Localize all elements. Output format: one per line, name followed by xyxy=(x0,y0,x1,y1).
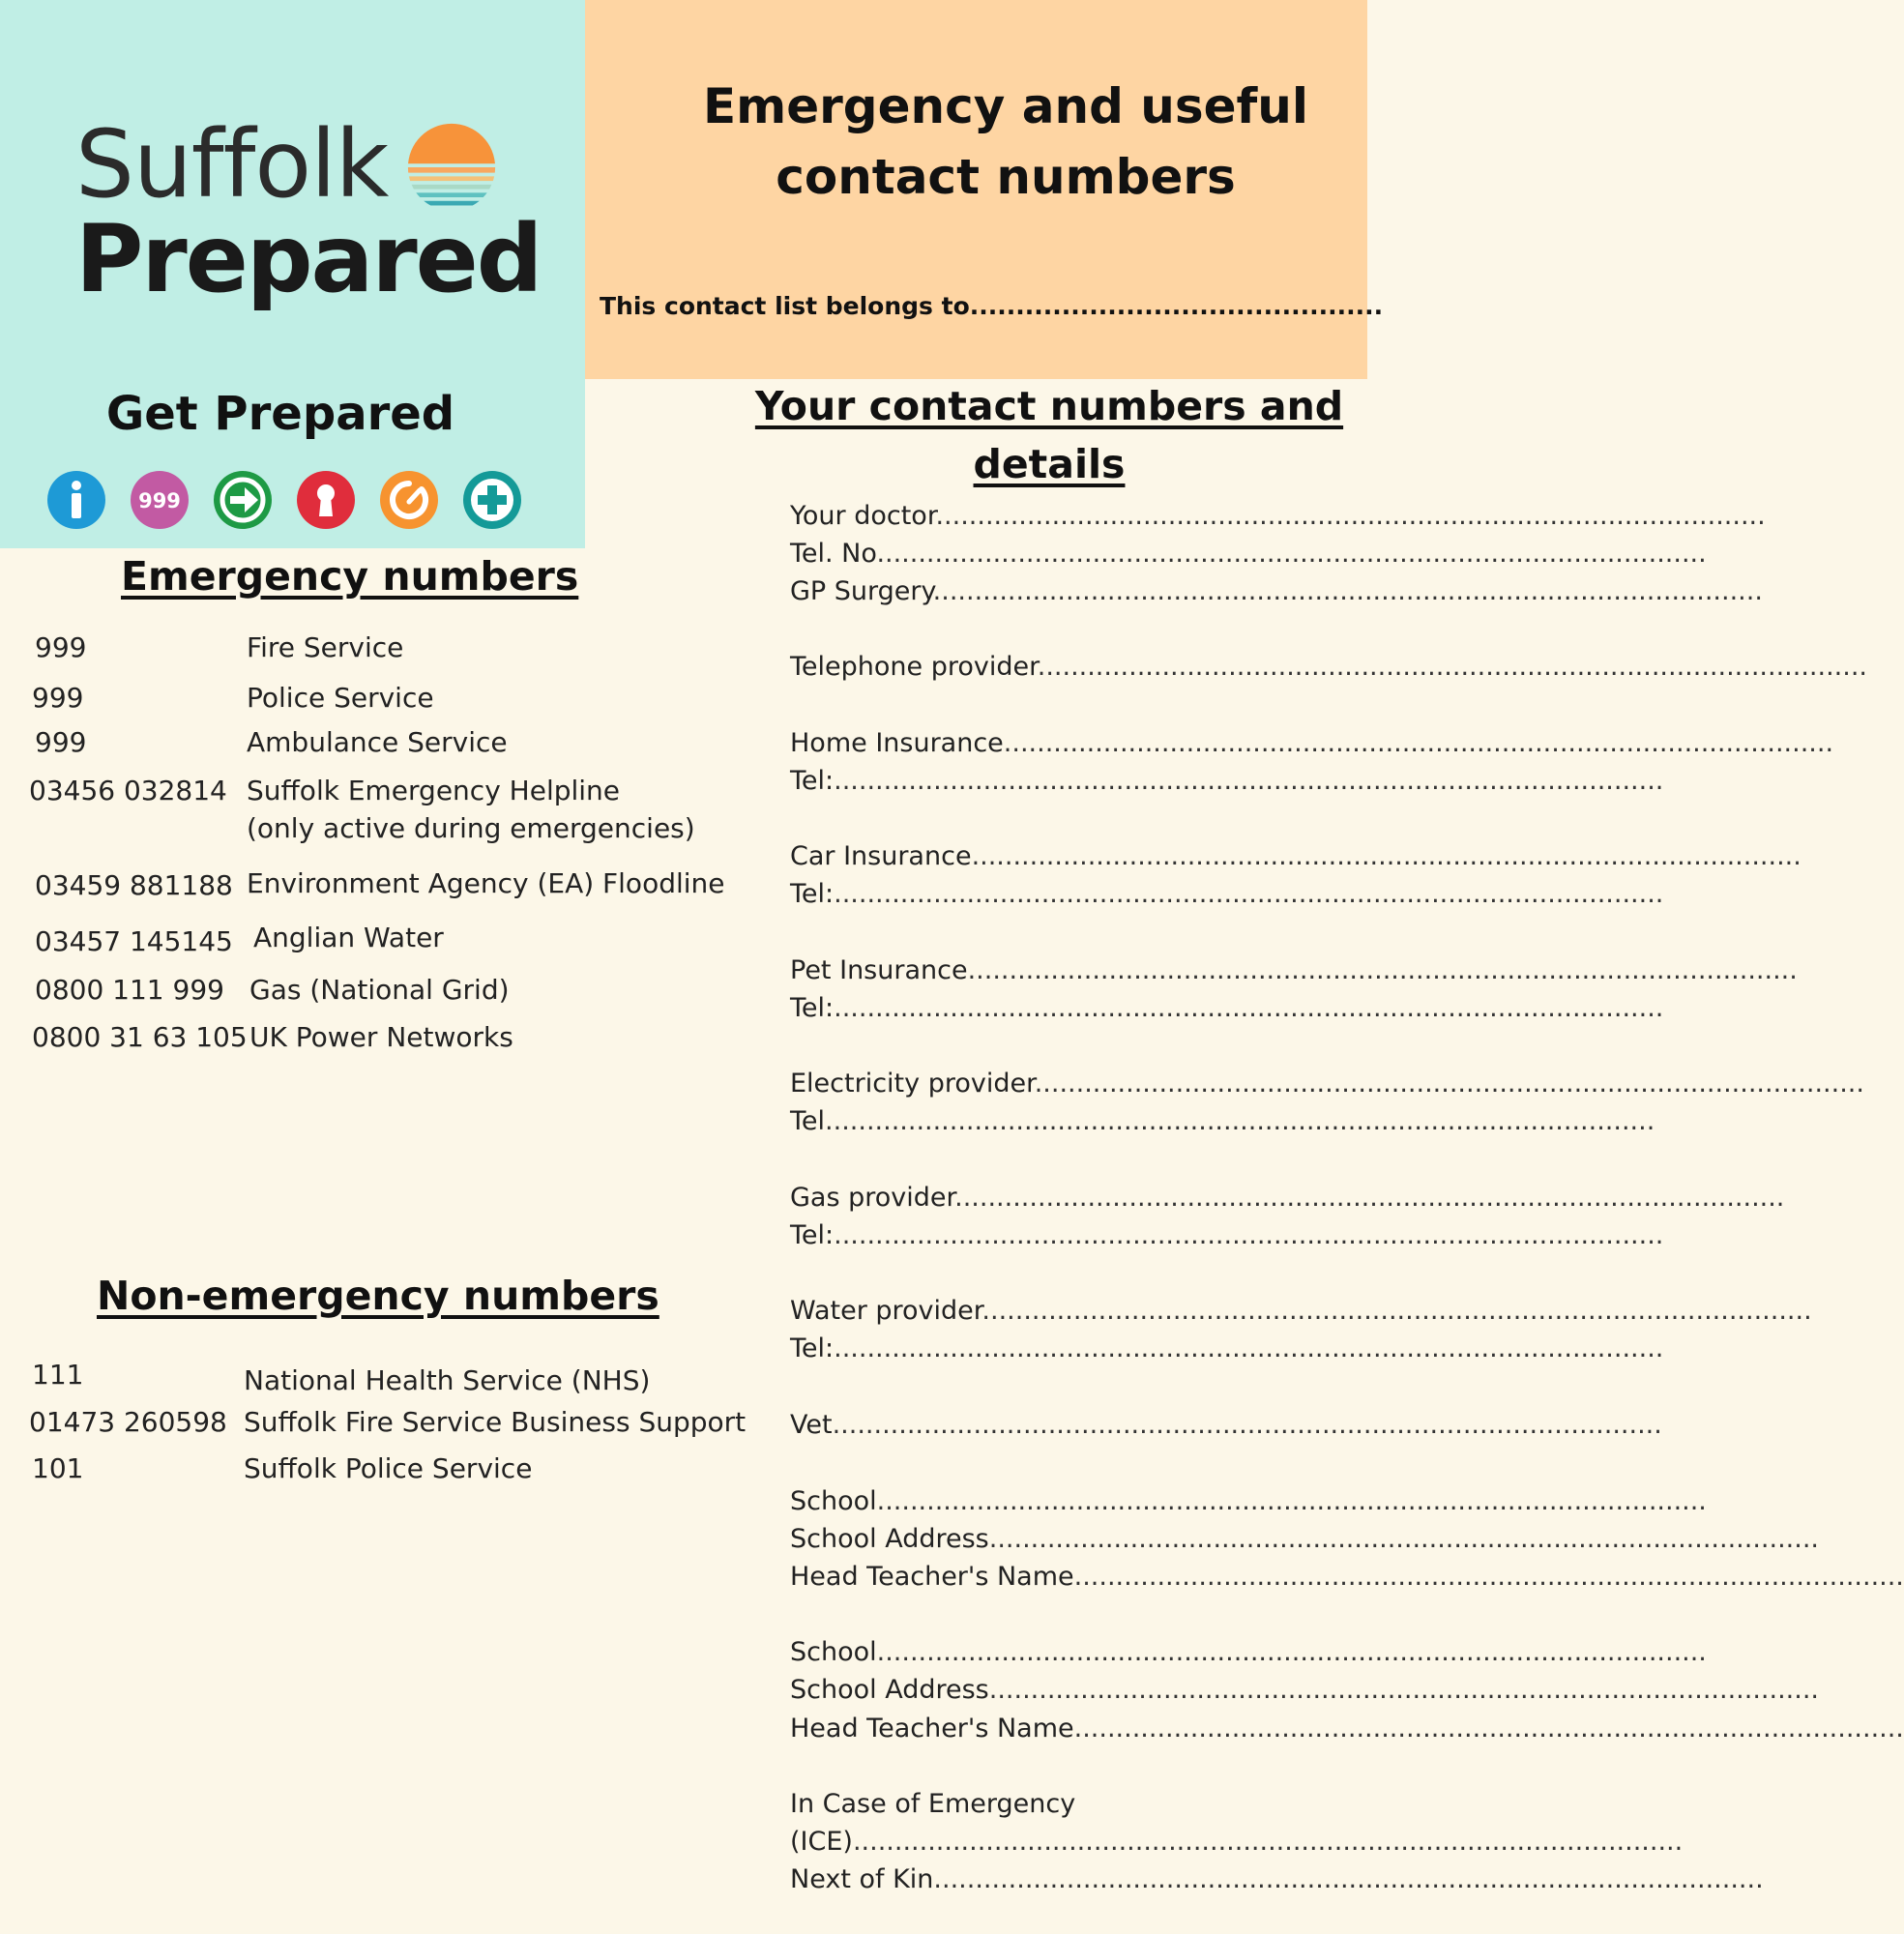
form-field-label: School Address xyxy=(790,1675,989,1705)
form-field-label: Head Teacher's Name xyxy=(790,1714,1074,1744)
form-field-vet[interactable]: Vet.................................................................................................... xyxy=(790,1410,1662,1440)
arrow-right-icon[interactable] xyxy=(213,470,273,530)
form-field-pet-insurance[interactable]: Pet Insurance.................................................................................................... xyxy=(790,955,1798,985)
owner-line: This contact list belongs to............................................. xyxy=(600,292,1384,320)
non-emergency-service: Suffolk Police Service xyxy=(244,1452,533,1484)
emergency-service: Fire Service xyxy=(247,631,404,663)
non-emergency-number: 101 xyxy=(32,1452,84,1484)
form-field-label: Home Insurance xyxy=(790,728,1004,758)
form-field-label: Next of Kin xyxy=(790,1864,934,1894)
non-emergency-service: National Health Service (NHS) xyxy=(244,1364,651,1396)
form-field-label: Tel: xyxy=(790,766,835,796)
form-field-label: Telephone provider xyxy=(790,652,1038,682)
form-field-label: Water provider xyxy=(790,1296,982,1326)
form-field-school-1[interactable]: School.................................................................................................... xyxy=(790,1486,1707,1516)
form-field-ice-label xyxy=(790,1787,1341,1822)
form-field-school-2-address[interactable]: School Address.................................................................................................... xyxy=(790,1675,1820,1705)
logo-text-suffolk: Suffolk xyxy=(75,110,389,219)
999-icon-label: 999 xyxy=(138,489,181,513)
form-field-gas-tel[interactable]: Tel:.................................................................................................... xyxy=(790,1220,1664,1250)
logo-text-prepared: Prepared xyxy=(75,205,542,313)
non-emergency-service: Suffolk Fire Service Business Support xyxy=(244,1406,747,1438)
emergency-number: 03459 881188 xyxy=(35,869,233,901)
contacts-heading: Your contact numbers and details xyxy=(754,383,1344,487)
info-icon[interactable] xyxy=(46,470,106,530)
form-field-label: Tel: xyxy=(790,993,835,1023)
emergency-heading: Emergency numbers xyxy=(121,553,579,600)
emergency-number: 03457 145145 xyxy=(35,925,233,957)
form-field-label: School Address xyxy=(790,1524,989,1554)
form-field-label: Tel: xyxy=(790,1333,835,1363)
form-field-label: Tel: xyxy=(790,879,835,909)
emergency-service: Gas (National Grid) xyxy=(249,974,510,1006)
emergency-service: Police Service xyxy=(247,682,434,714)
gauge-icon[interactable] xyxy=(379,470,439,530)
form-field-pet-insurance-tel[interactable]: Tel:.................................................................................................... xyxy=(790,993,1664,1023)
form-field-label: Vet xyxy=(790,1410,833,1440)
form-field-water-tel[interactable]: Tel:.................................................................................................... xyxy=(790,1333,1664,1363)
non-emergency-heading: Non-emergency numbers xyxy=(97,1273,659,1319)
form-field-gp-surgery[interactable]: GP Surgery.................................................................................................... xyxy=(790,576,1763,606)
form-field-doctor[interactable]: Your doctor.................................................................................................... xyxy=(790,501,1766,531)
form-field-label: Tel xyxy=(790,1106,826,1136)
form-field-label: Electricity provider xyxy=(790,1069,1035,1099)
keyhole-icon[interactable] xyxy=(296,470,356,530)
form-field-label: School xyxy=(790,1637,877,1667)
form-field-home-insurance[interactable]: Home Insurance.................................................................................................... xyxy=(790,728,1834,758)
form-field-school-2-head[interactable]: Head Teacher's Name.................................................................................................... xyxy=(790,1714,1904,1744)
emergency-number: 999 xyxy=(35,631,87,663)
form-field-electricity-provider[interactable]: Electricity provider.................................................................................................... xyxy=(790,1069,1864,1099)
non-emergency-number: 01473 260598 xyxy=(29,1406,227,1438)
form-field-label: Gas provider xyxy=(790,1183,955,1213)
form-field-label: GP Surgery xyxy=(790,576,933,606)
form-field-label: In Case of Emergency xyxy=(790,1789,1076,1819)
emergency-service-note: (only active during emergencies) xyxy=(247,812,695,844)
non-emergency-number: 111 xyxy=(32,1359,84,1391)
form-field-doctor-tel[interactable]: Tel. No.................................................................................................... xyxy=(790,539,1707,569)
form-field-car-insurance-tel[interactable]: Tel:.................................................................................................... xyxy=(790,879,1664,909)
emergency-number: 03456 032814 xyxy=(29,775,227,806)
form-field-label: Car Insurance xyxy=(790,841,972,871)
emergency-service: Suffolk Emergency Helpline xyxy=(247,775,621,806)
page-title: Emergency and useful contact numbers xyxy=(702,78,1309,205)
get-prepared-heading: Get Prepared xyxy=(105,387,455,441)
sunset-logo-icon xyxy=(406,122,497,213)
form-field-water-provider[interactable]: Water provider.................................................................................................... xyxy=(790,1296,1812,1326)
form-field-home-insurance-tel[interactable]: Tel:.................................................................................................... xyxy=(790,766,1664,796)
emergency-service: Anglian Water xyxy=(253,922,444,953)
form-field-car-insurance[interactable]: Car Insurance.................................................................................................... xyxy=(790,841,1801,871)
owner-label: This contact list belongs to xyxy=(600,292,970,320)
form-field-label: Pet Insurance xyxy=(790,955,968,985)
emergency-service: Environment Agency (EA) Floodline xyxy=(247,867,725,899)
form-field-label: Tel: xyxy=(790,1220,835,1250)
form-field-label: Head Teacher's Name xyxy=(790,1562,1074,1592)
emergency-service: Ambulance Service xyxy=(247,726,508,758)
form-field-school-2[interactable]: School.................................................................................................... xyxy=(790,1637,1707,1667)
form-field-electricity-tel[interactable]: Tel.................................................................................................... xyxy=(790,1106,1655,1136)
emergency-number: 0800 111 999 xyxy=(35,974,224,1006)
form-field-label: Your doctor xyxy=(790,501,936,531)
form-field-next-of-kin[interactable]: Next of Kin.................................................................................................... xyxy=(790,1864,1764,1894)
form-field-label: (ICE) xyxy=(790,1827,853,1857)
form-field-label: Tel. No xyxy=(790,539,877,569)
form-field-label: School xyxy=(790,1486,877,1516)
emergency-number: 0800 31 63 105 xyxy=(32,1021,248,1053)
form-field-school-1-address[interactable]: School Address.................................................................................................... xyxy=(790,1524,1820,1554)
plus-icon[interactable] xyxy=(462,470,522,530)
emergency-number: 999 xyxy=(35,726,87,758)
get-prepared-icons xyxy=(46,470,522,530)
form-field-school-1-head[interactable]: Head Teacher's Name.................................................................................................... xyxy=(790,1562,1904,1592)
form-field-telephone-provider[interactable]: Telephone provider.................................................................................................... xyxy=(790,652,1867,682)
emergency-number: 999 xyxy=(32,682,84,714)
999-icon[interactable] xyxy=(130,470,190,530)
form-field-gas-provider[interactable]: Gas provider.................................................................................................... xyxy=(790,1183,1785,1213)
emergency-service: UK Power Networks xyxy=(249,1021,513,1053)
form-field-ice[interactable]: (ICE).................................................................................................... xyxy=(790,1827,1684,1857)
